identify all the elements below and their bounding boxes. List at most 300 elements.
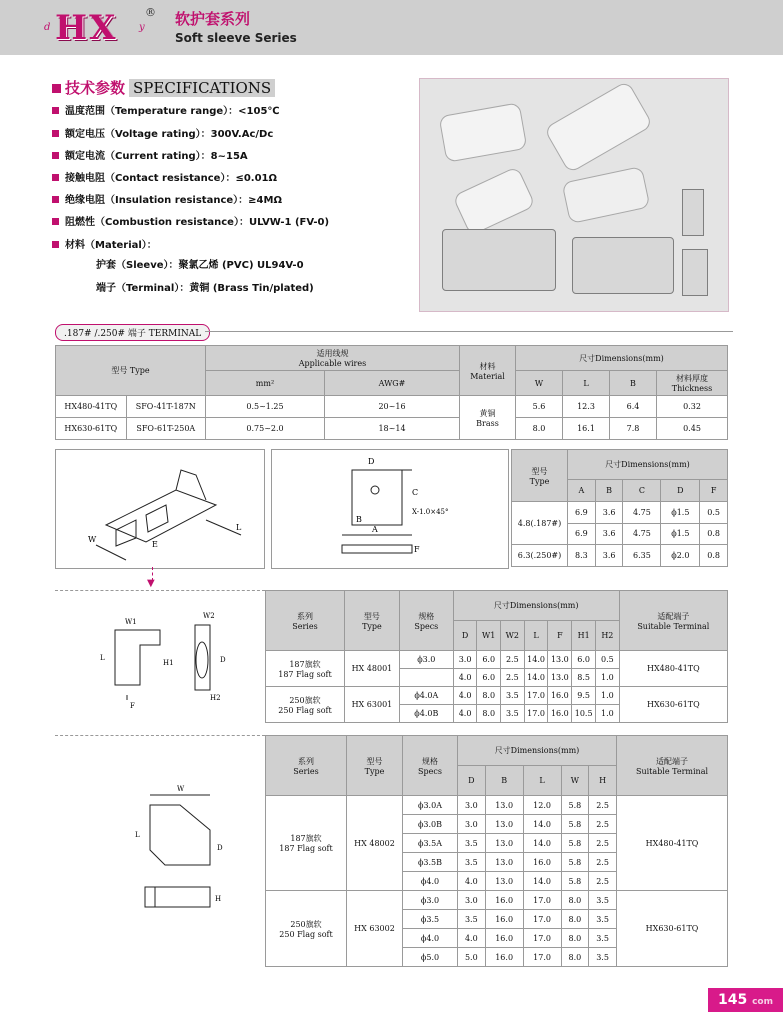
col-header-b: B [610, 371, 657, 396]
col-w1: W1 [477, 621, 501, 651]
col-b: B [485, 766, 523, 796]
header-en: Series [293, 766, 319, 776]
terminal-section-label: .187# /.250# 端子 TERMINAL [55, 324, 210, 341]
cell: 5.8 [561, 796, 589, 815]
cell-terminal: HX480-41TQ [619, 651, 727, 687]
cell-spec: ϕ3.5A [403, 834, 458, 853]
sleeve-2-drawing [55, 775, 265, 955]
header-en: Thickness [671, 384, 713, 393]
cell-terminal: HX480-41TQ [617, 796, 728, 891]
spec-item [52, 191, 282, 206]
cell-thickness: 0.45 [657, 418, 728, 440]
col-f: F [700, 480, 728, 502]
cell: 8.0 [561, 910, 589, 929]
material-cn: 黄铜 [479, 408, 496, 418]
cell: 4.0 [458, 872, 486, 891]
cell-series [266, 651, 345, 687]
terminal-strip-image [572, 237, 674, 294]
cell-spec: ϕ4.0B [399, 705, 453, 723]
bullet-square-icon [52, 84, 61, 93]
sleeve-table-2 [265, 735, 728, 967]
cell: ϕ1.5 [661, 502, 700, 524]
header-cn: 型号 [531, 466, 548, 476]
cell-spec: ϕ3.0A [403, 796, 458, 815]
col-header-w: W [516, 371, 563, 396]
series-en: 250 Flag soft [279, 929, 333, 939]
spec-item [52, 169, 277, 184]
header-cn: 适用线规 [316, 349, 349, 358]
cell: 6.0 [477, 669, 501, 687]
cell: 6.9 [568, 502, 596, 524]
cell-type: HX 48001 [344, 651, 399, 687]
cell-type: HX 63001 [344, 687, 399, 723]
sleeve-image [439, 102, 528, 163]
cell-type: HX 63002 [347, 891, 403, 967]
cell: 2.5 [501, 651, 525, 669]
page-number-badge [708, 988, 783, 1012]
cell: 17.0 [523, 910, 561, 929]
registered-mark: ® [145, 6, 156, 19]
header-en: Applicable wires [298, 359, 367, 368]
spec-value: ULVW-1 (FV-0) [248, 217, 330, 228]
spec-item [52, 213, 329, 228]
bullet-square-icon [52, 152, 59, 159]
spec-title-en: SPECIFICATIONS [129, 79, 275, 97]
logo-small-left: d [44, 22, 51, 33]
cell: 6.0 [477, 651, 501, 669]
cell-spec: ϕ3.0 [403, 891, 458, 910]
cell: 8.0 [561, 929, 589, 948]
col-header-dimensions: 尺寸Dimensions(mm) [568, 450, 728, 480]
cell: 10.5 [572, 705, 596, 723]
cell: 13.0 [548, 669, 572, 687]
spec-value: ≥4MΩ [248, 195, 282, 206]
cell-w: 8.0 [516, 418, 563, 440]
header-en: Specs [418, 766, 442, 776]
label-d: D [217, 844, 223, 852]
cell: 17.0 [524, 705, 548, 723]
col-f: F [548, 621, 572, 651]
cell: 14.0 [524, 669, 548, 687]
cell: 2.5 [589, 872, 617, 891]
cell: 5.0 [458, 948, 486, 967]
cell: 13.0 [485, 815, 523, 834]
terminal-image [682, 189, 704, 236]
table-row [512, 502, 728, 524]
cell: 4.75 [623, 523, 661, 545]
cell: 4.0 [458, 929, 486, 948]
cell-series [266, 796, 347, 891]
series-cn: 187旗软 [289, 659, 321, 669]
cell-spec: ϕ5.0 [403, 948, 458, 967]
cell: 14.0 [524, 651, 548, 669]
cell: 0.8 [700, 523, 728, 545]
cell: 5.8 [561, 834, 589, 853]
cell: 17.0 [523, 891, 561, 910]
cell: 8.0 [561, 948, 589, 967]
header-en: Type [529, 476, 550, 486]
cell: 16.0 [485, 929, 523, 948]
cell: 3.5 [458, 910, 486, 929]
col-a: A [568, 480, 596, 502]
col-header-dimensions: 尺寸Dimensions(mm) [453, 591, 619, 621]
cell: ϕ1.5 [661, 523, 700, 545]
cell: 16.0 [548, 705, 572, 723]
spec-label: 接触电阻（Contact resistance）： [65, 173, 236, 184]
header-cn: 系列 [296, 611, 313, 621]
header-en: Suitable Terminal [635, 766, 709, 776]
sleeve-image [543, 80, 653, 174]
brand-mark: com [752, 997, 773, 1007]
cell: 13.0 [485, 853, 523, 872]
cell: 13.0 [485, 834, 523, 853]
col-d: D [458, 766, 486, 796]
cell: 1.0 [596, 687, 620, 705]
col-header-type [512, 450, 568, 502]
material-sleeve [96, 256, 304, 271]
bullet-square-icon [52, 107, 59, 114]
series-cn: 250旗软 [289, 695, 321, 705]
cell: 8.5 [572, 669, 596, 687]
spec-label: 额定电压（Voltage rating）： [65, 129, 211, 140]
cell: 3.5 [458, 853, 486, 872]
series-title-en: Soft sleeve Series [175, 31, 297, 45]
col-header-type [347, 736, 403, 796]
col-d: D [661, 480, 700, 502]
terminal-dimension-table [511, 449, 728, 567]
logo-text: HX [55, 8, 118, 48]
specifications-heading [52, 77, 275, 98]
header-en: Series [292, 621, 318, 631]
label-e: E [152, 540, 158, 549]
cell: 5.8 [561, 872, 589, 891]
cell-spec: ϕ4.0 [403, 872, 458, 891]
label-b: B [356, 515, 362, 524]
cell: 17.0 [524, 687, 548, 705]
cell: 3.6 [595, 523, 623, 545]
cell-terminal: HX630-61TQ [617, 891, 728, 967]
sleeve-image [452, 166, 536, 236]
col-l: L [524, 621, 548, 651]
cell: 3.5 [501, 687, 525, 705]
label-l: L [236, 523, 242, 532]
cell: 14.0 [523, 872, 561, 891]
cell-spec: ϕ3.0 [399, 651, 453, 669]
cell-spec: ϕ4.0A [399, 687, 453, 705]
header-cn: 材料 [479, 361, 496, 371]
spec-value: 300V.Ac/Dc [210, 129, 274, 140]
spec-label: 材料（Material）： [65, 240, 157, 251]
spec-item [52, 147, 248, 162]
cell: 12.0 [523, 796, 561, 815]
cell: 3.5 [589, 929, 617, 948]
col-header-terminal [617, 736, 728, 796]
cell: 16.0 [548, 687, 572, 705]
label-h1: H1 [163, 659, 174, 667]
col-header-dimensions: 尺寸Dimensions(mm) [516, 346, 728, 371]
col-header-material [460, 346, 516, 396]
spec-label: 阻燃性（Combustion resistance）： [65, 217, 249, 228]
cell: 2.5 [589, 834, 617, 853]
label-d: D [368, 457, 375, 466]
col-header-awg: AWG# [325, 371, 460, 396]
cell-series [266, 891, 347, 967]
cell: 13.0 [485, 872, 523, 891]
label-f: F [130, 702, 135, 710]
cell: 6.0 [572, 651, 596, 669]
cell: 13.0 [485, 796, 523, 815]
label-chamfer: X-1.0×45° [412, 508, 449, 516]
label-f: F [414, 545, 420, 554]
spec-value: <105℃ [238, 106, 280, 117]
cell: 5.8 [561, 815, 589, 834]
label-l: L [135, 831, 140, 839]
label-w: W [88, 535, 97, 544]
series-cn: 250旗软 [290, 919, 322, 929]
col-h2: H2 [596, 621, 620, 651]
spec-label: 护套（Sleeve）： [96, 260, 179, 271]
label-w2: W2 [203, 612, 215, 620]
divider [205, 331, 733, 332]
col-header-type [344, 591, 399, 651]
col-w2: W2 [501, 621, 525, 651]
page-number: 145 [717, 992, 748, 1008]
header-en: Type [364, 766, 385, 776]
cell-type: HX480-41TQ [56, 396, 127, 418]
header-en: Type [362, 621, 382, 631]
cell-type-alt: SFO-61T-250A [126, 418, 205, 440]
cell: 6.35 [623, 545, 661, 567]
header-cn: 规格 [418, 611, 435, 621]
col-header-mm2: mm² [206, 371, 325, 396]
sleeve-1-drawing [55, 600, 265, 725]
col-h1: H1 [572, 621, 596, 651]
cell-awg: 18~14 [325, 418, 460, 440]
product-photo [419, 78, 729, 312]
cell-thickness: 0.32 [657, 396, 728, 418]
table-row [266, 891, 728, 910]
cell-terminal: HX630-61TQ [619, 687, 727, 723]
col-header-thickness [657, 371, 728, 396]
col-header-type: 型号 Type [56, 346, 206, 396]
col-w: W [561, 766, 589, 796]
header-cn: 适配端子 [656, 756, 688, 766]
col-header-terminal [619, 591, 727, 651]
spec-label: 额定电流（Current rating）： [65, 151, 211, 162]
cell: 8.0 [561, 891, 589, 910]
cell: 0.5 [700, 502, 728, 524]
sleeve-table-1 [265, 590, 728, 723]
series-title-cn: 软护套系列 [175, 10, 251, 28]
cell-spec: ϕ4.0 [403, 929, 458, 948]
cell-spec [399, 669, 453, 687]
sleeve-drawing-1 [55, 590, 265, 729]
cell: 2.5 [589, 853, 617, 872]
col-header-dimensions: 尺寸Dimensions(mm) [458, 736, 617, 766]
cell-material [460, 396, 516, 440]
cell: 4.0 [453, 687, 477, 705]
cell-b: 6.4 [610, 396, 657, 418]
series-en: 250 Flag soft [278, 705, 332, 715]
hx-logo [55, 8, 118, 48]
terminal-strip-image [442, 229, 556, 291]
terminal-dim-drawing [272, 450, 508, 568]
cell-type: 6.3(.250#) [512, 545, 568, 567]
cell-spec: ϕ3.5 [403, 910, 458, 929]
cell: 3.6 [595, 502, 623, 524]
cell: 8.3 [568, 545, 596, 567]
cell: 4.0 [453, 669, 477, 687]
cell: 3.6 [595, 545, 623, 567]
col-l: L [523, 766, 561, 796]
cell: 6.9 [568, 523, 596, 545]
table-row [56, 418, 728, 440]
cell-mm2: 0.75~2.0 [206, 418, 325, 440]
material-en: Brass [476, 418, 499, 428]
cell: 1.0 [596, 669, 620, 687]
spec-value: 聚氯乙烯 (PVC) UL94V-0 [178, 260, 304, 271]
header-cn: 系列 [298, 756, 314, 766]
spec-value: ≤0.01Ω [235, 173, 278, 184]
terminal-3d-drawing [56, 450, 264, 568]
cell-l: 16.1 [563, 418, 610, 440]
cell: 8.0 [477, 687, 501, 705]
col-header-specs [399, 591, 453, 651]
cell: 16.0 [485, 891, 523, 910]
spec-item [52, 125, 273, 140]
table-row [56, 396, 728, 418]
label-h2: H2 [210, 694, 221, 702]
cell: 1.0 [596, 705, 620, 723]
divider [55, 590, 265, 591]
header-en: Specs [414, 621, 439, 631]
label-l: L [100, 654, 105, 662]
table-row [266, 651, 728, 669]
cell: 0.5 [596, 651, 620, 669]
spec-label: 端子（Terminal）： [96, 283, 190, 294]
col-b: B [595, 480, 623, 502]
cell-series [266, 687, 345, 723]
bullet-square-icon [52, 130, 59, 137]
cell: 3.0 [458, 796, 486, 815]
header-cn: 规格 [422, 756, 438, 766]
label-h: H [215, 895, 222, 903]
header-cn: 材料厚度 [676, 374, 708, 383]
cell: 17.0 [523, 948, 561, 967]
spec-value: 黄铜 (Brass Tin/plated) [189, 283, 314, 294]
cell-b: 7.8 [610, 418, 657, 440]
cell: 13.0 [548, 651, 572, 669]
table-row [266, 796, 728, 815]
label-c: C [412, 488, 419, 497]
cell-spec: ϕ3.0B [403, 815, 458, 834]
cell: 17.0 [523, 929, 561, 948]
table-row [512, 545, 728, 567]
terminal-image [682, 249, 708, 296]
cell: 14.0 [523, 815, 561, 834]
col-header-series [266, 591, 345, 651]
cell: 2.5 [589, 815, 617, 834]
sleeve-drawing-2 [55, 735, 265, 967]
cell: 2.5 [589, 796, 617, 815]
spec-title-cn: 技术参数 [65, 79, 126, 97]
spec-label: 绝缘电阻（Insulation resistance）： [65, 195, 249, 206]
spec-item [52, 102, 280, 117]
col-header-series [266, 736, 347, 796]
cell-type: HX 48002 [347, 796, 403, 891]
cell: 3.0 [458, 891, 486, 910]
label-d: D [220, 656, 226, 664]
terminal-dimension-drawing [271, 449, 509, 569]
arrow-down-icon: ▼ [147, 578, 155, 589]
cell-w: 5.6 [516, 396, 563, 418]
cell: 3.5 [589, 891, 617, 910]
header-cn: 型号 [366, 756, 383, 766]
cell: 0.8 [700, 545, 728, 567]
cell: 9.5 [572, 687, 596, 705]
sleeve-image [562, 166, 651, 224]
bullet-square-icon [52, 241, 59, 248]
series-en: 187 Flag soft [278, 669, 332, 679]
bullet-square-icon [52, 218, 59, 225]
cell-mm2: 0.5~1.25 [206, 396, 325, 418]
label-w1: W1 [125, 618, 137, 626]
cell-spec: ϕ3.5B [403, 853, 458, 872]
cell-type-alt: SFO-41T-187N [126, 396, 205, 418]
cell: 3.5 [458, 834, 486, 853]
header-en: Material [470, 371, 505, 381]
cell: ϕ2.0 [661, 545, 700, 567]
cell: 4.0 [453, 705, 477, 723]
label-a: A [372, 525, 378, 534]
cell: 5.8 [561, 853, 589, 872]
cell-awg: 20~16 [325, 396, 460, 418]
divider [55, 735, 265, 736]
series-en: 187 Flag soft [279, 844, 333, 853]
cell-type: 4.8(.187#) [512, 502, 568, 545]
spec-item [52, 236, 157, 251]
bullet-square-icon [52, 174, 59, 181]
cell-type: HX630-61TQ [56, 418, 127, 440]
cell: 3.5 [589, 948, 617, 967]
cell: 8.0 [477, 705, 501, 723]
cell: 3.0 [458, 815, 486, 834]
cell-l: 12.3 [563, 396, 610, 418]
spec-label: 温度范围（Temperature range）： [65, 106, 239, 117]
cell: 3.5 [501, 705, 525, 723]
header-en: Suitable Terminal [637, 621, 710, 631]
col-header-l: L [563, 371, 610, 396]
cell: 3.5 [589, 910, 617, 929]
series-cn: 187旗软 [290, 834, 322, 843]
cell: 4.75 [623, 502, 661, 524]
spec-value: 8~15A [210, 151, 248, 162]
cell: 16.0 [523, 853, 561, 872]
cell: 16.0 [485, 910, 523, 929]
col-d: D [453, 621, 477, 651]
header-cn: 型号 [363, 611, 380, 621]
cell: 2.5 [501, 669, 525, 687]
cell: 16.0 [485, 948, 523, 967]
col-header-specs [403, 736, 458, 796]
cell: 14.0 [523, 834, 561, 853]
terminal-table [55, 345, 728, 440]
terminal-drawing [55, 449, 265, 569]
label-w: W [177, 785, 185, 793]
header-cn: 适配端子 [657, 611, 690, 621]
col-c: C [623, 480, 661, 502]
col-header-wires [206, 346, 460, 371]
